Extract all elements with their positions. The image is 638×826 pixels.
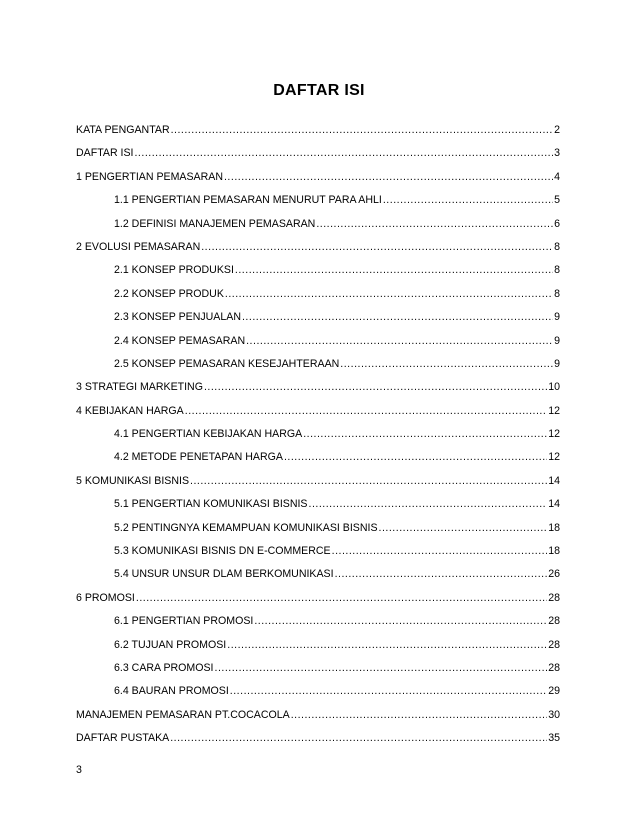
toc-entry-label: 6.2 TUJUAN PROMOSI [114,638,227,651]
dot-leader [303,428,547,440]
toc-subentry[interactable] [76,428,560,451]
toc-entry[interactable] [76,732,560,755]
dot-leader [136,592,547,604]
toc-subentry[interactable] [76,264,560,287]
toc-entry-page: 29 [548,685,560,698]
toc-entry-label: MANAJEMEN PEMASARAN PT.COCACOLA [76,708,290,721]
toc-entry-page: 5 [554,194,560,207]
dot-leader [379,522,548,534]
toc-subentry[interactable] [76,194,560,217]
toc-subentry[interactable] [76,335,560,358]
toc-entry-label: 4.1 PENGERTIAN KEBIJAKAN HARGA [114,428,303,441]
toc-entry[interactable] [76,381,560,404]
dot-leader [224,171,553,183]
toc-entry-label: 1 PENGERTIAN PEMASARAN [76,170,223,183]
toc-entry-label: 4.2 METODE PENETAPAN HARGA [114,451,283,464]
dot-leader [227,639,547,651]
toc-entry[interactable] [76,709,560,732]
toc-entry-label: 2.1 KONSEP PRODUKSI [114,264,234,277]
toc-subentry[interactable] [76,615,560,638]
toc-entry[interactable] [76,592,560,615]
toc-subentry[interactable] [76,639,560,662]
toc-entry-page: 12 [548,451,560,464]
toc-subentry[interactable] [76,218,560,241]
toc-subentry[interactable] [76,568,560,591]
toc-entry-label: 5.4 UNSUR UNSUR DLAM BERKOMUNIKASI [114,568,334,581]
toc-entry-label: 6.4 BAURAN PROMOSI [114,685,229,698]
dot-leader [170,732,547,744]
dot-leader [190,475,547,487]
toc-entry[interactable] [76,241,560,264]
dot-leader [185,405,547,417]
toc-subentry[interactable] [76,685,560,708]
toc-entry-page: 10 [548,381,560,394]
toc-entry-page: 28 [548,661,560,674]
toc-entry-page: 4 [554,170,560,183]
dot-leader [335,568,548,580]
toc-entry-label: 2.3 KONSEP PENJUALAN [114,311,241,324]
toc-entry-label: 5.2 PENTINGNYA KEMAMPUAN KOMUNIKASI BISNIS [114,521,378,534]
dot-leader [225,288,553,300]
toc-entry-label: 2.5 KONSEP PEMASARAN KESEJAHTERAAN [114,357,340,370]
dot-leader [284,451,547,463]
toc-entry-label: 6.1 PENGERTIAN PROMOSI [114,615,254,628]
toc-entry-label: 4 KEBIJAKAN HARGA [76,404,184,417]
toc-entry[interactable] [76,147,560,170]
toc-entry-page: 9 [554,334,560,347]
toc-subentry[interactable] [76,545,560,568]
toc-entry-page: 8 [554,240,560,253]
toc-entry-label: 2.2 KONSEP PRODUK [114,287,224,300]
toc-entry-page: 28 [548,638,560,651]
toc-entry-page: 12 [548,428,560,441]
toc-entry-page: 30 [548,708,560,721]
toc-entry-label: 1.1 PENGERTIAN PEMASARAN MENURUT PARA AHLI [114,194,382,207]
toc-entry-label: DAFTAR PUSTAKA [76,732,170,745]
toc-entry-label: 2 EVOLUSI PEMASARAN [76,240,201,253]
toc-entry-label: DAFTAR ISI [76,147,134,160]
toc-subentry[interactable] [76,451,560,474]
toc-entry[interactable] [76,124,560,147]
page-number: 3 [76,764,82,776]
toc-entry-label: KATA PENGANTAR [76,124,170,136]
dot-leader [291,709,548,721]
dot-leader [134,147,553,159]
toc-entry-page: 14 [548,498,560,511]
toc-subentry[interactable] [76,311,560,334]
toc-entry-page: 8 [554,287,560,300]
toc-entry-label: 2.4 KONSEP PEMASARAN [114,334,246,347]
toc-entry-page: 18 [548,545,560,558]
toc-entry-label: 1.2 DEFINISI MANAJEMEN PEMASARAN [114,217,316,230]
toc-entry-label: 6 PROMOSI [76,591,135,604]
toc-entry-page: 9 [554,311,560,324]
dot-leader [171,124,554,136]
dot-leader [254,615,547,627]
toc-entry-label: 3 STRATEGI MARKETING [76,381,203,394]
dot-leader [230,685,547,697]
dot-leader [215,662,548,674]
toc-entry-label: 5.3 KOMUNIKASI BISNIS DN E-COMMERCE [114,545,331,558]
toc-entry-page: 28 [548,615,560,628]
dot-leader [309,498,548,510]
toc-subentry[interactable] [76,522,560,545]
dot-leader [242,311,553,323]
dot-leader [383,194,553,206]
dot-leader [204,381,547,393]
toc-subentry[interactable] [76,288,560,311]
toc-subentry[interactable] [76,662,560,685]
toc-entry-page: 18 [548,521,560,534]
toc-entry[interactable] [76,475,560,498]
table-of-contents [76,124,560,756]
toc-entry-page: 28 [548,591,560,604]
toc-entry-page: 8 [554,264,560,277]
toc-entry[interactable] [76,405,560,428]
dot-leader [246,335,553,347]
toc-entry-page: 6 [554,217,560,230]
toc-entry-page: 9 [554,357,560,370]
dot-leader [201,241,553,253]
dot-leader [235,264,553,276]
toc-entry-label: 6.3 CARA PROMOSI [114,661,214,674]
toc-subentry[interactable] [76,358,560,381]
toc-subentry[interactable] [76,498,560,521]
toc-entry-label: 5.1 PENGERTIAN KOMUNIKASI BISNIS [114,498,308,511]
page-title: DAFTAR ISI [273,82,365,99]
dot-leader [340,358,553,370]
toc-entry-page: 26 [548,568,560,581]
toc-entry-label: 5 KOMUNIKASI BISNIS [76,474,190,487]
toc-entry-page: 3 [554,147,560,160]
toc-entry-page: 14 [548,474,560,487]
toc-entry-page: 12 [548,404,560,417]
dot-leader [316,218,553,230]
toc-entry-page: 2 [554,124,560,136]
toc-entry-page: 35 [548,732,560,745]
dot-leader [332,545,548,557]
toc-entry[interactable] [76,171,560,194]
